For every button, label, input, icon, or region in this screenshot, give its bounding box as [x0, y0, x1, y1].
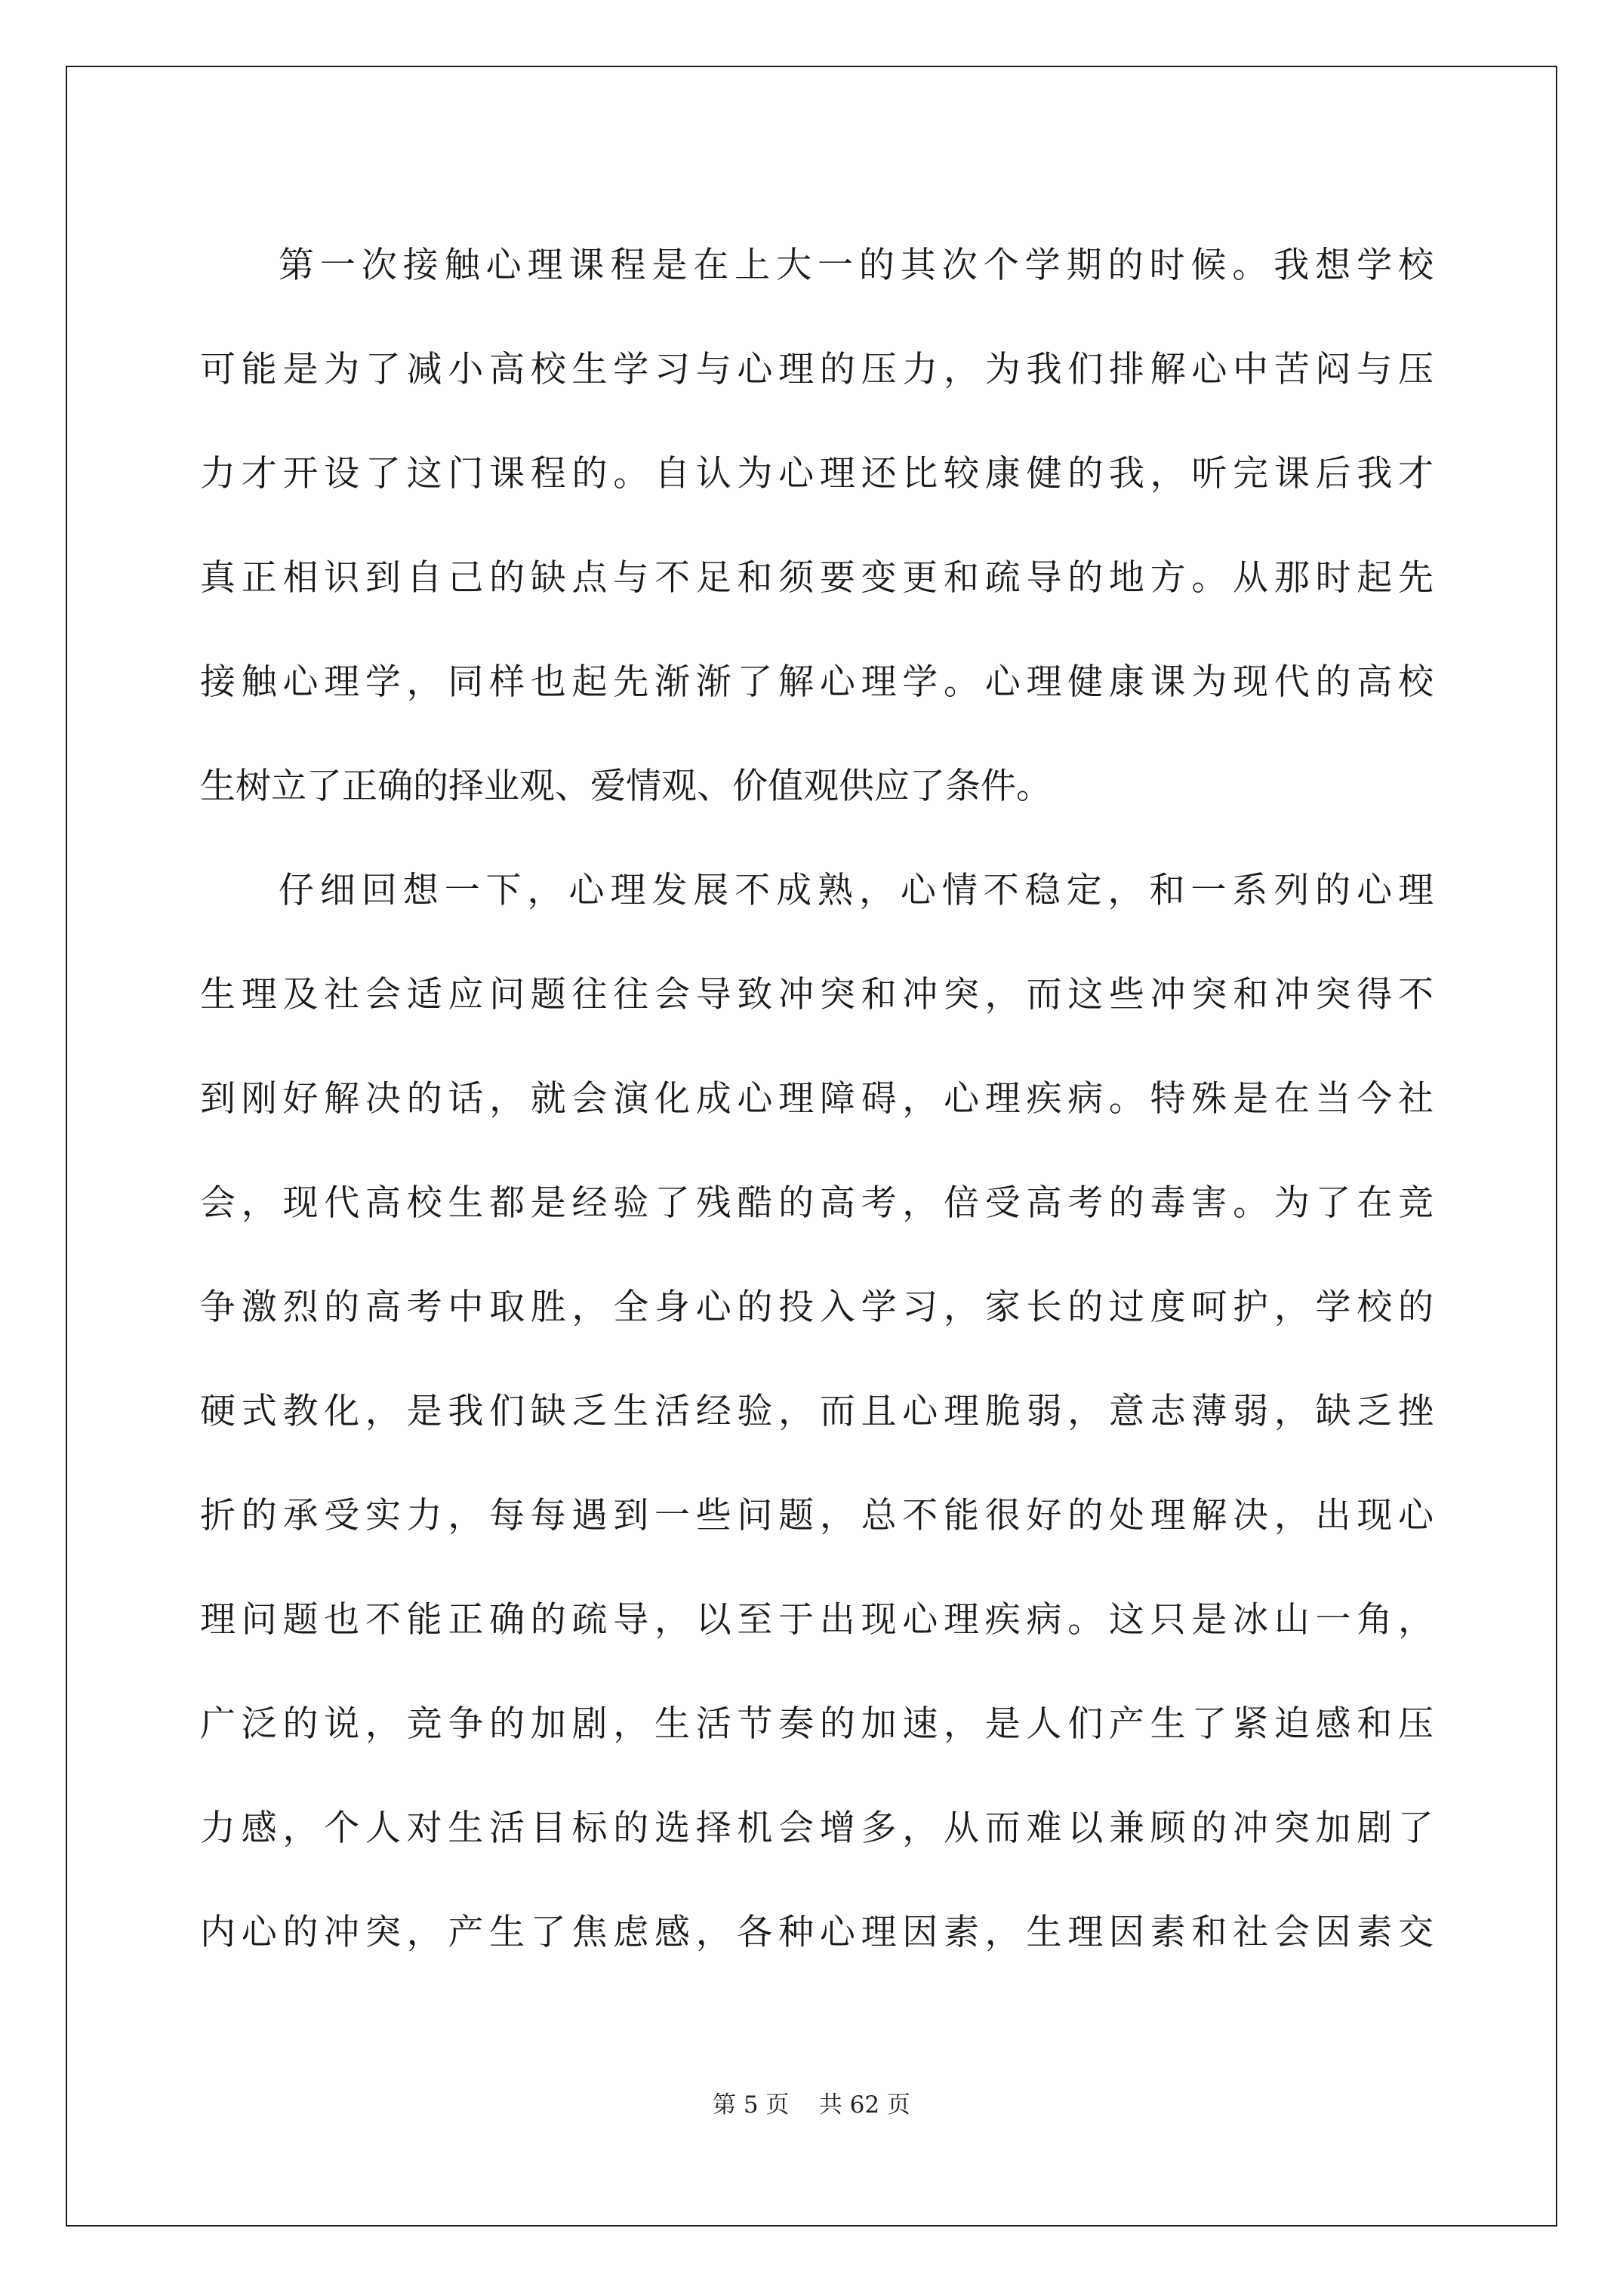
text-line: 接触心理学，同样也起先渐渐了解心理学。心理健康课为现代的高校	[200, 661, 1434, 703]
text-line: 生理及社会适应问题往往会导致冲突和冲突，而这些冲突和冲突得不	[200, 974, 1434, 1015]
text-line: 力才开设了这门课程的。自认为心理还比较康健的我，听完课后我才	[200, 453, 1434, 495]
document-body	[200, 214, 1434, 1985]
text-line: 会，现代高校生都是经验了残酷的高考，倍受高考的毒害。为了在竞	[200, 1182, 1434, 1224]
text-line: 争激烈的高考中取胜，全身心的投入学习，家长的过度呵护，学校的	[200, 1287, 1434, 1328]
text-line: 仔细回想一下，心理发展不成熟，心情不稳定，和一系列的心理	[279, 870, 1434, 911]
text-line: 真正相识到自己的缺点与不足和须要变更和疏导的地方。从那时起先	[200, 557, 1434, 599]
text-line: 理问题也不能正确的疏导，以至于出现心理疾病。这只是冰山一角，	[200, 1599, 1434, 1641]
text-line: 折的承受实力，每每遇到一些问题，总不能很好的处理解决，出现心	[200, 1495, 1434, 1536]
text-line: 生树立了正确的择业观、爱情观、价值观供应了条件。	[200, 766, 1052, 807]
text-line: 内心的冲突，产生了焦虑感，各种心理因素，生理因素和社会因素交	[200, 1912, 1434, 1953]
text-line: 广泛的说，竞争的加剧，生活节奏的加速，是人们产生了紧迫感和压	[200, 1703, 1434, 1745]
page-number-footer: 第 5 页 共 62 页	[712, 2091, 910, 2119]
text-line: 硬式教化，是我们缺乏生活经验，而且心理脆弱，意志薄弱，缺乏挫	[200, 1391, 1434, 1432]
text-line: 到刚好解决的话，就会演化成心理障碍，心理疾病。特殊是在当今社	[200, 1078, 1434, 1120]
text-line: 第一次接触心理课程是在上大一的其次个学期的时候。我想学校	[279, 245, 1434, 286]
text-line: 可能是为了减小高校生学习与心理的压力，为我们排解心中苦闷与压	[200, 349, 1434, 390]
text-line: 力感，个人对生活目标的选择机会增多，从而难以兼顾的冲突加剧了	[200, 1808, 1434, 1849]
